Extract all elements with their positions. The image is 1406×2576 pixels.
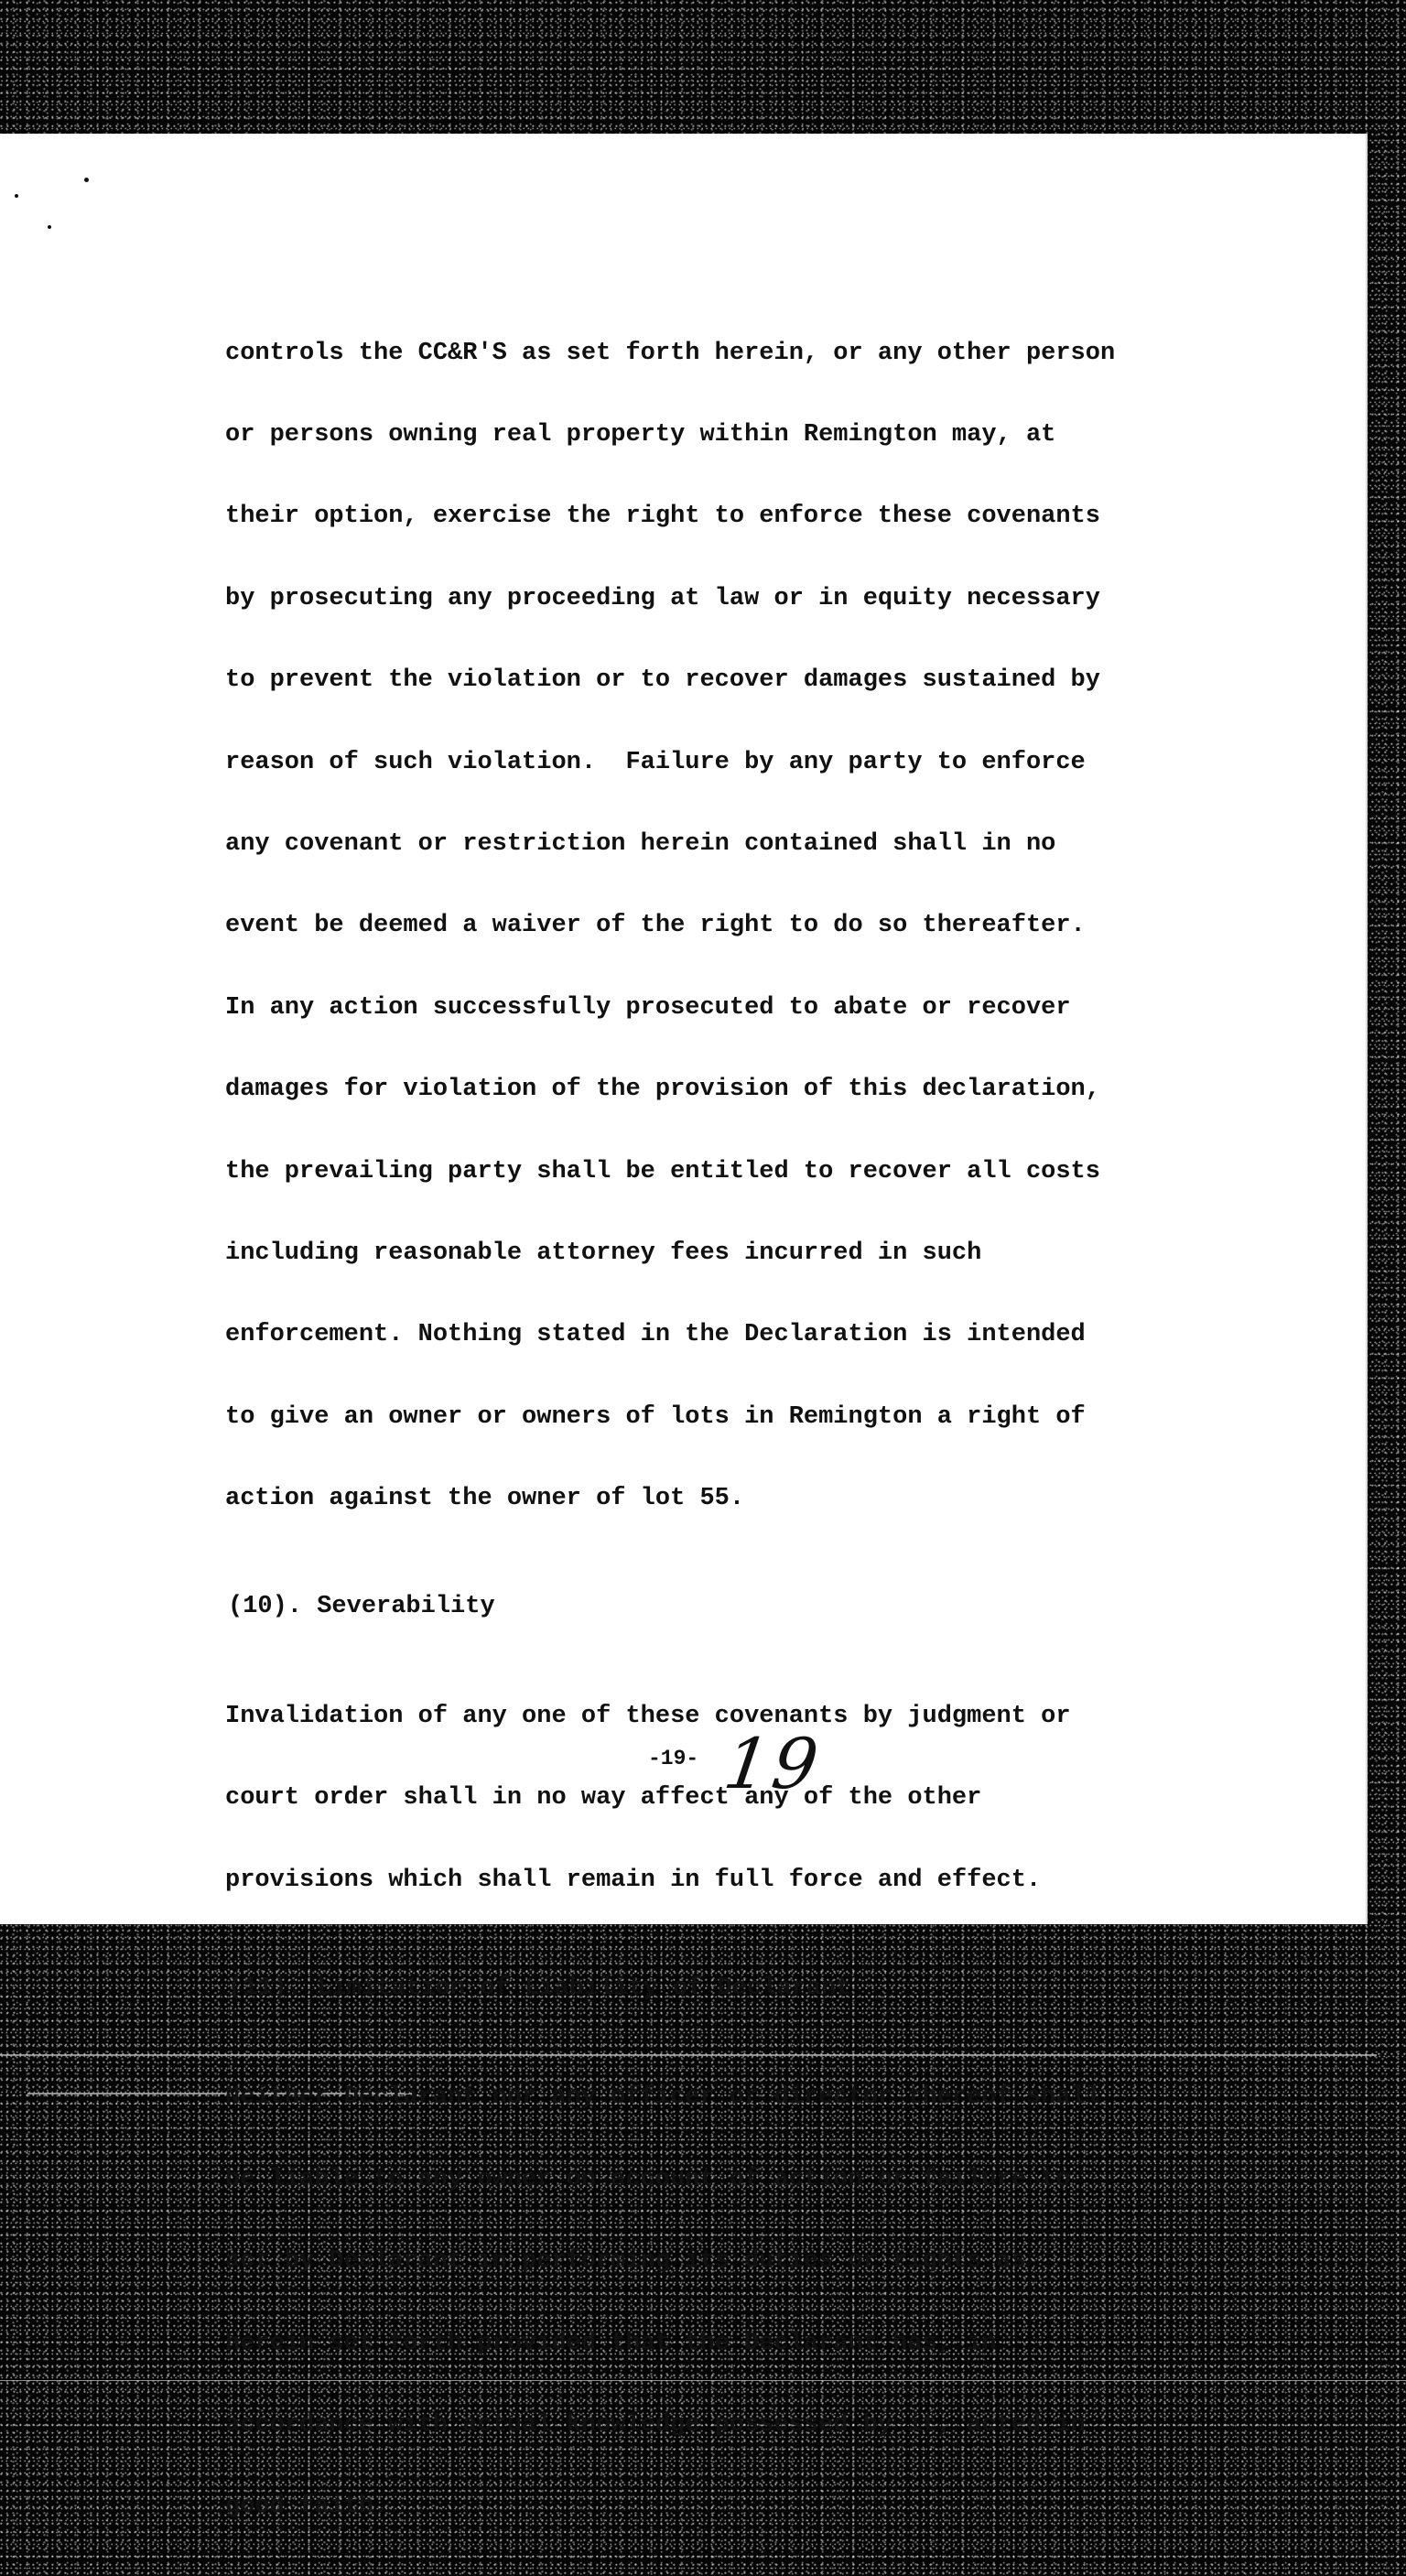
margin-speck (84, 178, 89, 182)
text-line: by prosecuting any proceeding at law or in equity necessary (225, 584, 1100, 612)
text-line: action against the owner of lot 55. (225, 1485, 745, 1513)
handwritten-page-number: 19 (719, 1723, 827, 1804)
margin-speck (48, 225, 51, 229)
text-line: In any action successfully prosecuted to abate or recover (225, 993, 1071, 1022)
text-line: act by Declarant in performing its duties or rights as (225, 2247, 1026, 2276)
page-number: -19- (648, 1747, 699, 1770)
text-line: damages for violation of the provision of this declaration, (225, 1076, 1100, 1104)
text-line: their option, exercise the right to enforce these covenants (225, 503, 1100, 531)
section-heading-limitation-of-liability: (11). Limitation of Liability of Declarant (228, 1975, 851, 2003)
paragraph-enforcement (225, 286, 1223, 1567)
text-line: provisions which shall remain in full force and effect. (225, 1866, 1042, 1894)
document-page (0, 134, 1366, 2521)
text-line: good faith. (225, 2493, 389, 2521)
text-line: controls the CC&R'S as set forth herein, or any other person (225, 339, 1116, 367)
text-line: be liable to any owner on account of action or failure to (225, 2165, 1071, 2193)
text-line: including reasonable attorney fees incurred in such (225, 1239, 982, 1267)
text-line: reason of such violation. Failure by any party to enforce (225, 748, 1086, 776)
text-line: court order shall in no way affect any of the other (225, 1784, 982, 1813)
text-line: Neither Declarant nor any officer or director thereof shall (225, 2084, 1100, 2112)
text-line: accordance with actual knowledge possessed by it, acted in (225, 2410, 1086, 2439)
margin-speck (15, 194, 18, 198)
text-line: or persons owning real property within Remington may, at (225, 420, 1056, 449)
text-line: to prevent the violation or to recover damages sustained by (225, 666, 1100, 695)
text-line: enforcement. Nothing stated in the Declaration is intended (225, 1321, 1086, 1349)
page-footer (0, 1723, 1366, 1804)
text-line: the prevailing party shall be entitled to recover all costs (225, 1157, 1100, 1185)
text-line: Invalidation of any one of these covenants by judgment or (225, 1702, 1071, 1730)
text-line: to give an owner or owners of lots in Remington a right of (225, 1402, 1086, 1431)
text-line: any covenant or restriction herein contained shall in no (225, 829, 1056, 858)
text-line: event be deemed a waiver of the right to do so thereafter. (225, 912, 1086, 940)
section-heading-severability: (10). Severability (228, 1593, 495, 1621)
paragraph-limitation-of-liability (225, 2030, 1223, 2576)
text-line: herein set forth provided that the Declarant has, in (225, 2329, 997, 2357)
document-body (225, 286, 1223, 2576)
